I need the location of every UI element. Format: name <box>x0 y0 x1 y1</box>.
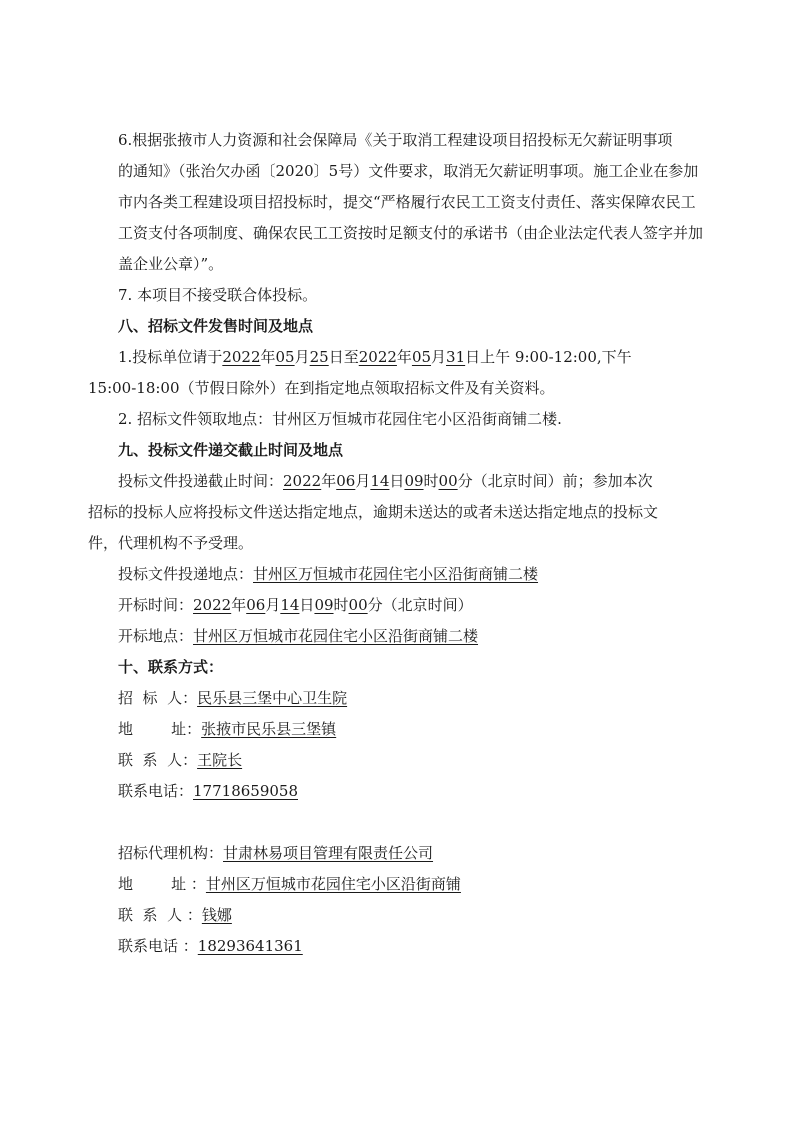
open-day: 14 <box>280 596 300 614</box>
deadline-line2: 招标的投标人应将投标文件送达指定地点，逾期未送达的或者未送达指定地点的投标文 <box>88 503 659 521</box>
text-day-to: 日至 <box>328 348 359 366</box>
text-sale-hours: 日上午 9:00-12:00,下午 <box>465 348 632 366</box>
sale-end-month: 05 <box>411 348 432 366</box>
buyer-address: 张掖市民乐县三堡镇 <box>201 720 337 738</box>
submit-address-line <box>118 564 538 584</box>
agent-phone: 18293641361 <box>197 937 303 955</box>
sale-end-year: 2022 <box>358 348 397 366</box>
text-minute-suffix: 分（北京时间） <box>367 596 473 614</box>
submit-address: 甘州区万恒城市花园住宅小区沿街商铺二楼 <box>253 565 539 583</box>
sale-start-day: 25 <box>309 348 329 366</box>
item7: 7. 本项目不接受联合体投标。 <box>118 286 318 304</box>
buyer-phone-label: 联系电话： <box>118 782 194 800</box>
buyer-phone: 17718659058 <box>193 782 298 800</box>
text-month: 月 <box>265 596 281 614</box>
item6-line5: 盖企业公章）”。 <box>118 255 224 273</box>
sale-start-month: 05 <box>275 348 295 366</box>
text-hour: 时 <box>423 472 439 490</box>
agent-name-label: 招标代理机构： <box>118 844 224 862</box>
buyer-contact-label: 联 系 人： <box>118 751 198 769</box>
agent-address-label: 地 址 ： <box>118 875 206 893</box>
buyer-contact-line <box>118 750 242 770</box>
text-month: 月 <box>355 472 371 490</box>
deadline-minute: 00 <box>438 472 458 490</box>
open-hour: 09 <box>314 596 334 614</box>
text-year: 年 <box>321 472 337 490</box>
buyer-name: 民乐县三堡中心卫生院 <box>197 689 348 707</box>
open-year: 2022 <box>193 596 232 614</box>
section8-p1-line1 <box>118 347 632 367</box>
open-month: 06 <box>246 596 266 614</box>
buyer-address-label: 地 址： <box>118 720 202 738</box>
agent-phone-line <box>118 936 303 956</box>
buyer-contact: 王院长 <box>197 751 243 769</box>
open-place-line <box>118 626 478 646</box>
open-time-line <box>118 595 473 615</box>
agent-address-line <box>118 874 461 894</box>
text-year: 年 <box>396 348 412 366</box>
agent-contact-line <box>118 905 232 925</box>
open-time-label: 开标时间： <box>118 596 194 614</box>
buyer-name-line <box>118 688 347 708</box>
submit-address-label: 投标文件投递地点： <box>118 565 254 583</box>
text-hour: 时 <box>333 596 349 614</box>
section8-p1-line2: 15:00-18:00（节假日除外）在到指定地点领取招标文件及有关资料。 <box>88 379 555 397</box>
section10-heading: 十、联系方式： <box>118 658 224 676</box>
item6-line3: 市内各类工程建设项目招投标时，提交“严格履行农民工工资支付责任、落实保障农民工 <box>118 193 696 211</box>
text-month: 月 <box>431 348 447 366</box>
text-day: 日 <box>389 472 405 490</box>
item6-line4: 工资支付各项制度、确保农民工工资按时足额支付的承诺书（由企业法定代表人签字并加 <box>118 224 704 242</box>
deadline-line3: 件，代理机构不予受理。 <box>88 534 254 552</box>
deadline-month: 06 <box>336 472 356 490</box>
open-minute: 00 <box>348 596 368 614</box>
deadline-hour: 09 <box>404 472 424 490</box>
section8-p2: 2. 招标文件领取地点：甘州区万恒城市花园住宅小区沿街商铺二楼. <box>118 410 562 428</box>
text-year: 年 <box>231 596 247 614</box>
sale-start-year: 2022 <box>222 348 261 366</box>
buyer-name-label: 招 标 人： <box>118 689 198 707</box>
buyer-phone-line <box>118 781 298 801</box>
text-day: 日 <box>299 596 315 614</box>
item6-line2: 的通知》（张治欠办函〔2020〕5号）文件要求，取消无欠薪证明事项。施工企业在参加 <box>118 162 699 180</box>
agent-address: 甘州区万恒城市花园住宅小区沿街商铺 <box>205 875 461 893</box>
deadline-day: 14 <box>370 472 390 490</box>
agent-name: 甘肃林易项目管理有限责任公司 <box>223 844 434 862</box>
text-minute-suffix: 分（北京时间）前；参加本次 <box>457 472 653 490</box>
open-place-label: 开标地点： <box>118 627 194 645</box>
deadline-prefix: 投标文件投递截止时间： <box>118 472 284 490</box>
section9-heading: 九、投标文件递交截止时间及地点 <box>118 441 344 459</box>
agent-name-line <box>118 843 433 863</box>
item6-line1: 6.根据张掖市人力资源和社会保障局《关于取消工程建设项目招投标无欠薪证明事项 <box>118 131 673 149</box>
agent-phone-label: 联系电话 ： <box>118 937 198 955</box>
section8-heading: 八、招标文件发售时间及地点 <box>118 317 314 335</box>
text-month: 月 <box>294 348 310 366</box>
deadline-line1 <box>118 471 653 491</box>
section8-p1-prefix: 1.投标单位请于 <box>118 348 223 366</box>
open-place: 甘州区万恒城市花园住宅小区沿街商铺二楼 <box>193 627 479 645</box>
deadline-year: 2022 <box>283 472 322 490</box>
agent-contact: 钱娜 <box>201 906 232 924</box>
buyer-address-line <box>118 719 336 739</box>
agent-contact-label: 联 系 人 ： <box>118 906 202 924</box>
text-year: 年 <box>260 348 276 366</box>
sale-end-day: 31 <box>446 348 466 366</box>
